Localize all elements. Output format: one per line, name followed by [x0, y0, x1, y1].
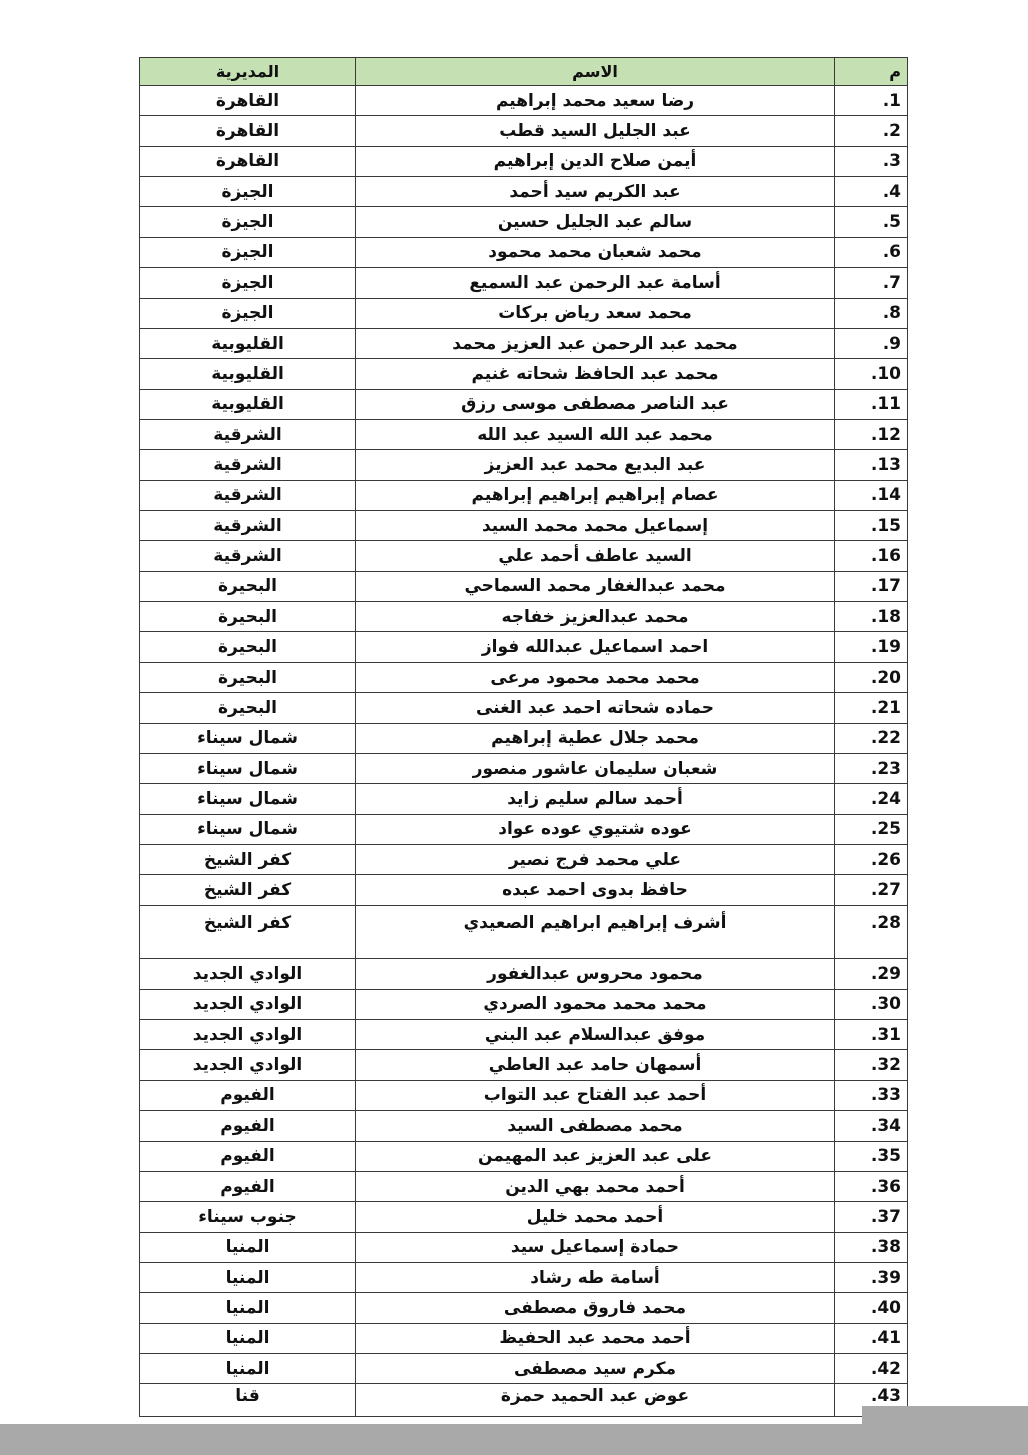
row-number: .36 — [835, 1171, 908, 1201]
header-name: الاسم — [356, 58, 835, 86]
row-directorate: البحيرة — [140, 632, 356, 662]
row-name: عصام إبراهيم إبراهيم إبراهيم — [356, 480, 835, 510]
row-name: أحمد عبد الفتاح عبد التواب — [356, 1080, 835, 1110]
row-name: عبد الجليل السيد قطب — [356, 116, 835, 146]
row-name: رضا سعيد محمد إبراهيم — [356, 86, 835, 116]
table-row — [140, 1171, 908, 1201]
row-number: .13 — [835, 450, 908, 480]
row-number: .25 — [835, 814, 908, 844]
row-number: .10 — [835, 359, 908, 389]
table-row — [140, 480, 908, 510]
row-number: .29 — [835, 959, 908, 989]
row-name: أحمد سالم سليم زايد — [356, 784, 835, 814]
row-name: أحمد محمد بهي الدين — [356, 1171, 835, 1201]
row-number: .42 — [835, 1354, 908, 1384]
row-number: .2 — [835, 116, 908, 146]
table-row — [140, 1354, 908, 1384]
table-row — [140, 844, 908, 874]
header-directorate: المديرية — [140, 58, 356, 86]
row-number: .5 — [835, 207, 908, 237]
table-row — [140, 419, 908, 449]
row-directorate: القليوبية — [140, 389, 356, 419]
row-name: عبد البديع محمد عبد العزيز — [356, 450, 835, 480]
table-row — [140, 602, 908, 632]
row-name: عبد الناصر مصطفى موسى رزق — [356, 389, 835, 419]
row-directorate: قنا — [140, 1384, 356, 1417]
row-name: موفق عبدالسلام عبد البني — [356, 1020, 835, 1050]
table-body — [140, 86, 908, 1417]
row-directorate: الوادي الجديد — [140, 1020, 356, 1050]
row-number: .8 — [835, 298, 908, 328]
row-number: .4 — [835, 177, 908, 207]
row-directorate: الفيوم — [140, 1171, 356, 1201]
table-row — [140, 905, 908, 959]
table-row — [140, 571, 908, 601]
row-directorate: الشرقية — [140, 419, 356, 449]
row-number: .3 — [835, 146, 908, 176]
table-row — [140, 146, 908, 176]
row-name: أيمن صلاح الدين إبراهيم — [356, 146, 835, 176]
row-number: .21 — [835, 693, 908, 723]
table-row — [140, 632, 908, 662]
row-name: محمد عبد الله السيد عبد الله — [356, 419, 835, 449]
row-name: سالم عبد الجليل حسين — [356, 207, 835, 237]
table-row — [140, 86, 908, 116]
row-number: .37 — [835, 1202, 908, 1232]
row-directorate: الجيزة — [140, 298, 356, 328]
row-name: محمود محروس عبدالغفور — [356, 959, 835, 989]
table-row — [140, 989, 908, 1019]
table-row — [140, 268, 908, 298]
row-number: .40 — [835, 1293, 908, 1323]
row-directorate: الجيزة — [140, 207, 356, 237]
table-row — [140, 723, 908, 753]
row-directorate: المنيا — [140, 1323, 356, 1353]
table-row — [140, 784, 908, 814]
table-row — [140, 511, 908, 541]
row-directorate: الجيزة — [140, 268, 356, 298]
row-number: .32 — [835, 1050, 908, 1080]
table-row — [140, 693, 908, 723]
row-name: محمد محمد محمود مرعى — [356, 662, 835, 692]
table-row — [140, 298, 908, 328]
row-directorate: جنوب سيناء — [140, 1202, 356, 1232]
row-number: .18 — [835, 602, 908, 632]
row-directorate: شمال سيناء — [140, 784, 356, 814]
table-row — [140, 1384, 908, 1417]
row-name: أسامة عبد الرحمن عبد السميع — [356, 268, 835, 298]
row-number: .33 — [835, 1080, 908, 1110]
row-number: .20 — [835, 662, 908, 692]
row-directorate: الشرقية — [140, 541, 356, 571]
table-row — [140, 1262, 908, 1292]
row-name: محمد سعد رياض بركات — [356, 298, 835, 328]
table-row — [140, 1323, 908, 1353]
row-directorate: الجيزة — [140, 237, 356, 267]
row-name: عبد الكريم سيد أحمد — [356, 177, 835, 207]
table-row — [140, 116, 908, 146]
table-row — [140, 389, 908, 419]
table-row — [140, 328, 908, 358]
row-number: .17 — [835, 571, 908, 601]
row-directorate: الفيوم — [140, 1080, 356, 1110]
table-row — [140, 1202, 908, 1232]
table-row — [140, 359, 908, 389]
row-name: محمد شعبان محمد محمود — [356, 237, 835, 267]
row-number: .24 — [835, 784, 908, 814]
row-number: .16 — [835, 541, 908, 571]
row-number: .11 — [835, 389, 908, 419]
table-row — [140, 1141, 908, 1171]
table-row — [140, 207, 908, 237]
row-name: أشرف إبراهيم ابراهيم الصعيدي — [356, 905, 835, 959]
row-number: .38 — [835, 1232, 908, 1262]
row-directorate: الفيوم — [140, 1111, 356, 1141]
table-row — [140, 1050, 908, 1080]
row-name: أحمد محمد خليل — [356, 1202, 835, 1232]
row-directorate: المنيا — [140, 1232, 356, 1262]
row-number: .27 — [835, 875, 908, 905]
row-directorate: الجيزة — [140, 177, 356, 207]
row-directorate: القاهرة — [140, 86, 356, 116]
row-name: أسمهان حامد عبد العاطي — [356, 1050, 835, 1080]
table-row — [140, 1232, 908, 1262]
row-name: أسامة طه رشاد — [356, 1262, 835, 1292]
bottom-bar — [0, 1424, 1028, 1455]
row-number: .14 — [835, 480, 908, 510]
table-row — [140, 753, 908, 783]
row-name: شعبان سليمان عاشور منصور — [356, 753, 835, 783]
row-directorate: القليوبية — [140, 359, 356, 389]
row-name: محمد عبدالعزيز خفاجه — [356, 602, 835, 632]
table-row — [140, 450, 908, 480]
table-row — [140, 959, 908, 989]
row-directorate: الوادي الجديد — [140, 989, 356, 1019]
row-name: محمد محمد محمود الصردي — [356, 989, 835, 1019]
row-directorate: القاهرة — [140, 146, 356, 176]
row-directorate: كفر الشيخ — [140, 905, 356, 959]
row-number: .9 — [835, 328, 908, 358]
row-directorate: البحيرة — [140, 602, 356, 632]
row-name: مكرم سيد مصطفى — [356, 1354, 835, 1384]
table-row — [140, 237, 908, 267]
row-directorate: الشرقية — [140, 480, 356, 510]
row-number: .41 — [835, 1323, 908, 1353]
row-number: .15 — [835, 511, 908, 541]
row-directorate: القاهرة — [140, 116, 356, 146]
scroll-shadow — [862, 1406, 1028, 1426]
table-row — [140, 541, 908, 571]
row-directorate: المنيا — [140, 1354, 356, 1384]
table-row — [140, 875, 908, 905]
table-row — [140, 1111, 908, 1141]
row-number: .34 — [835, 1111, 908, 1141]
table-row — [140, 1293, 908, 1323]
row-directorate: كفر الشيخ — [140, 844, 356, 874]
row-directorate: الشرقية — [140, 511, 356, 541]
row-directorate: المنيا — [140, 1262, 356, 1292]
row-number: .19 — [835, 632, 908, 662]
row-directorate: الوادي الجديد — [140, 959, 356, 989]
row-number: .12 — [835, 419, 908, 449]
row-name: محمد عبدالغفار محمد السماحي — [356, 571, 835, 601]
row-directorate: شمال سيناء — [140, 753, 356, 783]
header-number: م — [835, 58, 908, 86]
row-directorate: كفر الشيخ — [140, 875, 356, 905]
row-number: .43 — [835, 1384, 908, 1417]
row-directorate: البحيرة — [140, 571, 356, 601]
row-number: .35 — [835, 1141, 908, 1171]
table-row — [140, 1080, 908, 1110]
row-directorate: شمال سيناء — [140, 723, 356, 753]
row-number: .39 — [835, 1262, 908, 1292]
row-directorate: البحيرة — [140, 693, 356, 723]
row-name: محمد عبد الحافظ شحاته غنيم — [356, 359, 835, 389]
table-row — [140, 662, 908, 692]
row-number: .6 — [835, 237, 908, 267]
row-name: حمادة إسماعيل سيد — [356, 1232, 835, 1262]
table-row — [140, 177, 908, 207]
row-name: عوده شتيوي عوده عواد — [356, 814, 835, 844]
row-number: .7 — [835, 268, 908, 298]
row-number: .28 — [835, 905, 908, 959]
row-directorate: الشرقية — [140, 450, 356, 480]
row-name: السيد عاطف أحمد علي — [356, 541, 835, 571]
row-name: على عبد العزيز عبد المهيمن — [356, 1141, 835, 1171]
row-name: حافظ بدوى احمد عبده — [356, 875, 835, 905]
header-row — [140, 58, 908, 86]
row-number: .26 — [835, 844, 908, 874]
row-number: .23 — [835, 753, 908, 783]
row-name: محمد مصطفى السيد — [356, 1111, 835, 1141]
row-directorate: الوادي الجديد — [140, 1050, 356, 1080]
row-directorate: الفيوم — [140, 1141, 356, 1171]
row-name: احمد اسماعيل عبدالله فواز — [356, 632, 835, 662]
table-row — [140, 1020, 908, 1050]
row-directorate: شمال سيناء — [140, 814, 356, 844]
row-name: محمد عبد الرحمن عبد العزيز محمد — [356, 328, 835, 358]
row-name: محمد فاروق مصطفى — [356, 1293, 835, 1323]
names-table — [139, 57, 908, 1417]
row-name: أحمد محمد عبد الحفيظ — [356, 1323, 835, 1353]
row-number: .22 — [835, 723, 908, 753]
row-name: علي محمد فرج نصير — [356, 844, 835, 874]
row-name: إسماعيل محمد محمد السيد — [356, 511, 835, 541]
row-name: محمد جلال عطية إبراهيم — [356, 723, 835, 753]
table-row — [140, 814, 908, 844]
row-number: .30 — [835, 989, 908, 1019]
row-directorate: البحيرة — [140, 662, 356, 692]
row-name: عوض عبد الحميد حمزة — [356, 1384, 835, 1417]
row-directorate: القليوبية — [140, 328, 356, 358]
row-directorate: المنيا — [140, 1293, 356, 1323]
row-name: حماده شحاته احمد عبد الغنى — [356, 693, 835, 723]
row-number: .31 — [835, 1020, 908, 1050]
row-number: .1 — [835, 86, 908, 116]
